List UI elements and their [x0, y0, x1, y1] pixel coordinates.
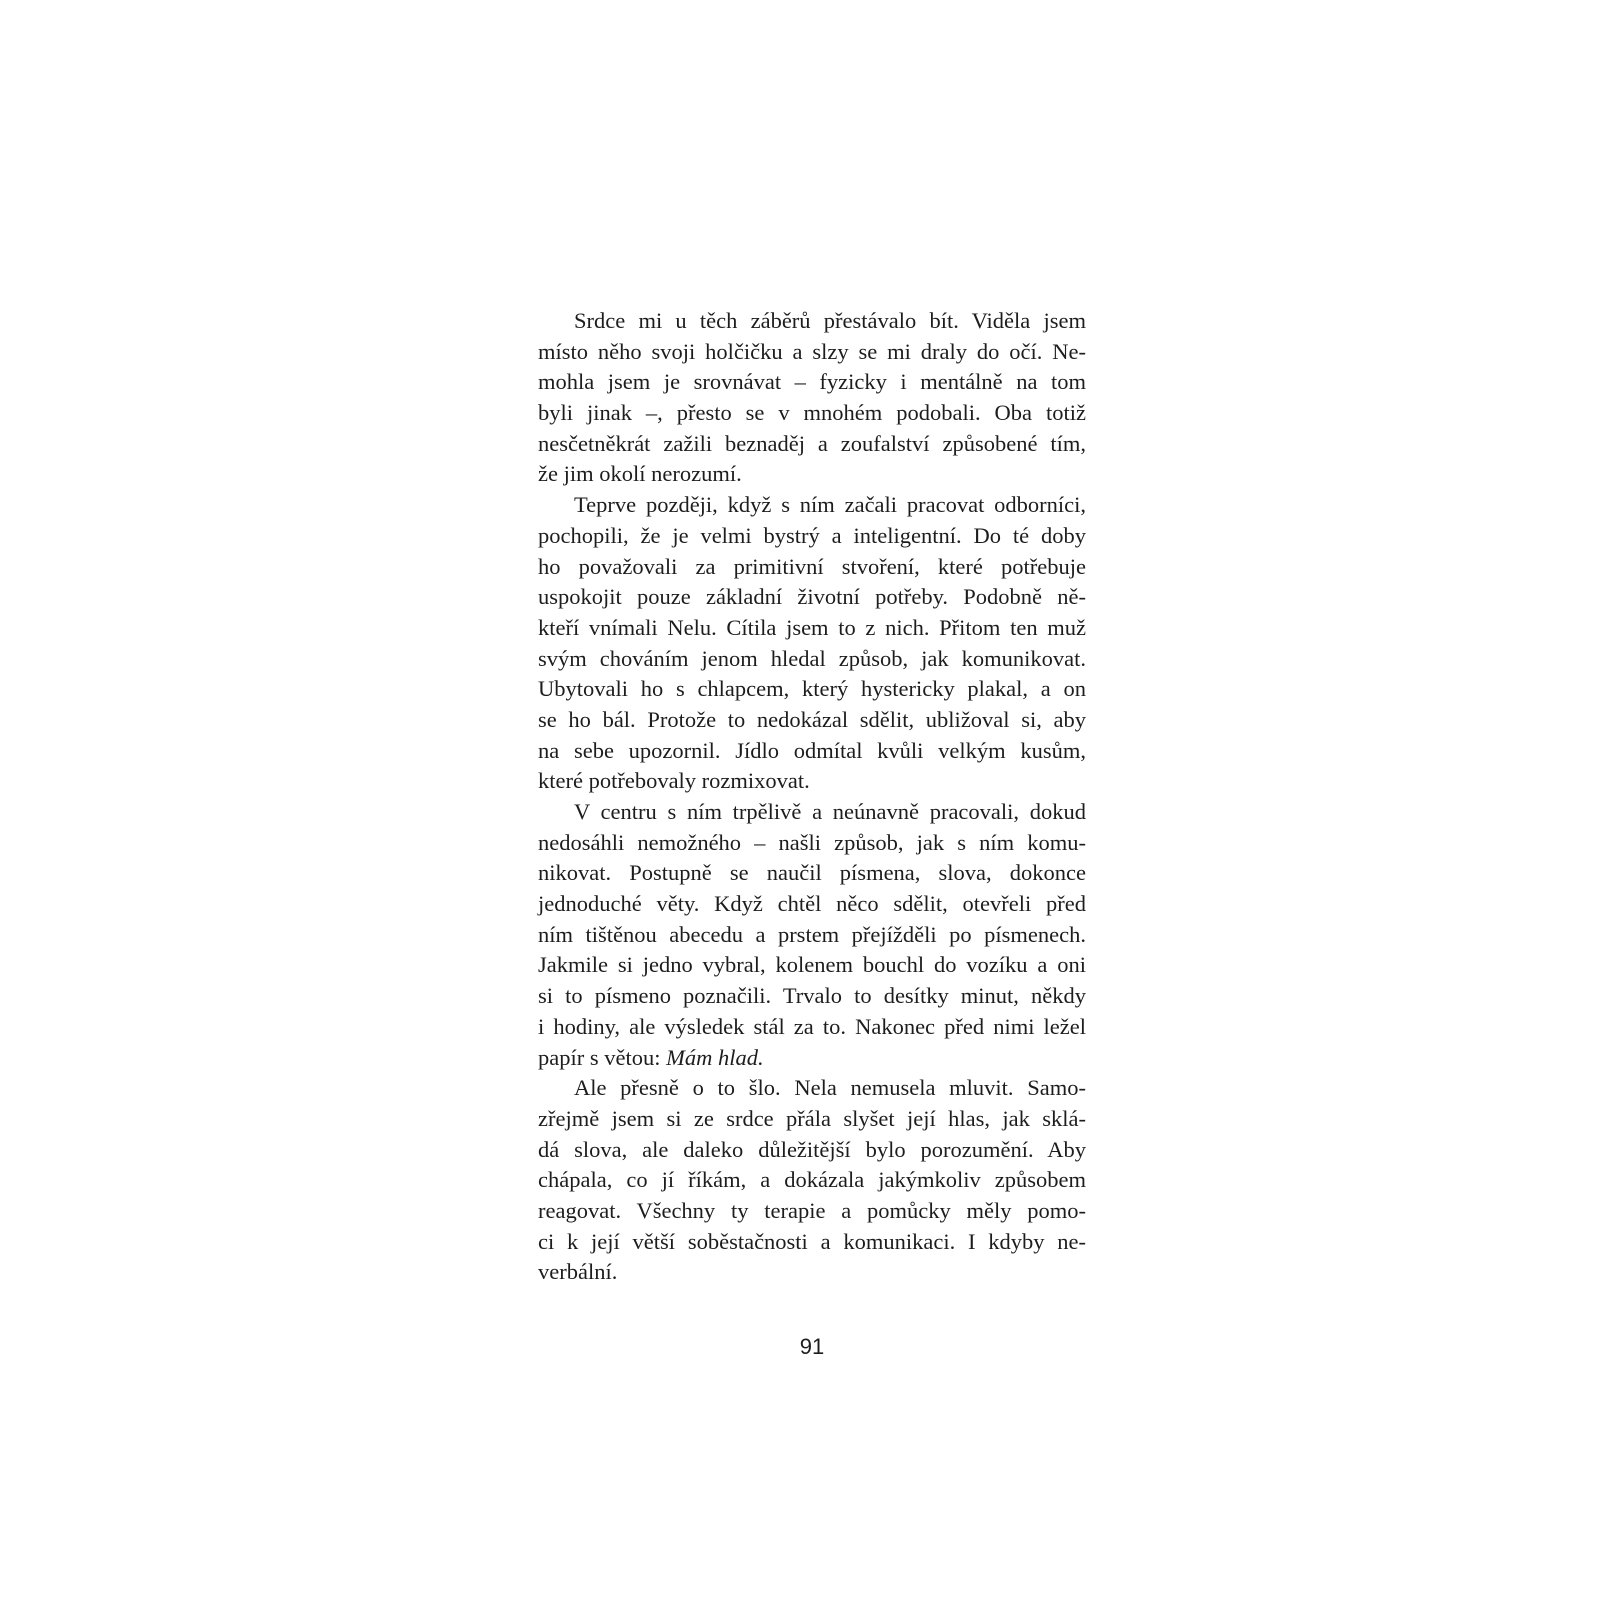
- text-line: i hodiny, ale výsledek stál za to. Nakonec před nimi ležel: [538, 1013, 1086, 1039]
- text-line: chápala, co jí říkám, a dokázala jakýmkoliv způsobem: [538, 1167, 1086, 1193]
- page-number: 91: [799, 1334, 825, 1359]
- text-line: Teprve později, když s ním začali pracovat odborníci,: [574, 492, 1086, 518]
- text-line: nedosáhli nemožného – našli způsob, jak s ním komu-: [538, 829, 1086, 855]
- text-line: nikovat. Postupně se naučil písmena, slova, dokonce: [538, 860, 1086, 886]
- text-line: verbální.: [538, 1259, 618, 1285]
- text-line: pochopili, že je velmi bystrý a inteligentní. Do té doby: [538, 522, 1086, 548]
- text-line: Jakmile si jedno vybral, kolenem bouchl do vozíku a oni: [538, 952, 1086, 978]
- text-line: zřejmě jsem si ze srdce přála slyšet její hlas, jak sklá-: [538, 1105, 1086, 1131]
- text-line: byli jinak –, přesto se v mnohém podobali. Oba totiž: [538, 400, 1086, 426]
- text-line: kteří vnímali Nelu. Cítila jsem to z nich. Přitom ten muž: [538, 614, 1086, 640]
- text-line: ním tištěnou abecedu a prstem přejížděli po písmenech.: [538, 921, 1086, 947]
- text-line: ci k její větší soběstačnosti a komunikaci. I kdyby ne-: [538, 1228, 1086, 1254]
- text-line: nesčetněkrát zažili beznaděj a zoufalství způsobené tím,: [538, 430, 1086, 456]
- text-line: Ubytovali ho s chlapcem, který hystericky plakal, a on: [538, 676, 1086, 702]
- text-line: svým chováním jenom hledal způsob, jak komunikovat.: [538, 645, 1086, 671]
- text-line: reagovat. Všechny ty terapie a pomůcky měly pomo-: [538, 1197, 1086, 1223]
- text-line: si to písmeno poznačili. Trvalo to desítky minut, někdy: [538, 983, 1086, 1009]
- text-line: Srdce mi u těch záběrů přestávalo bít. Viděla jsem: [574, 308, 1086, 333]
- text-span: papír s větou:: [538, 1044, 667, 1070]
- text-line: jednoduché věty. Když chtěl něco sdělit, otevřeli před: [538, 891, 1086, 917]
- text-line: že jim okolí nerozumí.: [538, 461, 742, 487]
- text-line: uspokojit pouze základní životní potřeby. Podobně ně-: [538, 584, 1086, 610]
- text-line: dá slova, ale daleko důležitější bylo porozumění. Aby: [538, 1136, 1086, 1162]
- text-line: místo něho svoji holčičku a slzy se mi draly do očí. Ne-: [538, 338, 1086, 364]
- text-line: ho považovali za primitivní stvoření, které potřebuje: [538, 553, 1086, 579]
- text-line: se ho bál. Protože to nedokázal sdělit, ubližoval si, aby: [538, 706, 1086, 732]
- text-line: [538, 1043, 1086, 1074]
- text-line: na sebe upozornil. Jídlo odmítal kvůli velkým kusům,: [538, 737, 1086, 763]
- text-line: Ale přesně o to šlo. Nela nemusela mluvit. Samo-: [574, 1075, 1086, 1101]
- body-text: [538, 306, 1086, 1288]
- italic-phrase: Mám hlad.: [666, 1044, 764, 1070]
- text-line: které potřebovaly rozmixovat.: [538, 768, 810, 794]
- text-line: V centru s ním trpělivě a neúnavně pracovali, dokud: [574, 799, 1086, 824]
- text-line: mohla jsem je srovnávat – fyzicky i mentálně na tom: [538, 369, 1086, 395]
